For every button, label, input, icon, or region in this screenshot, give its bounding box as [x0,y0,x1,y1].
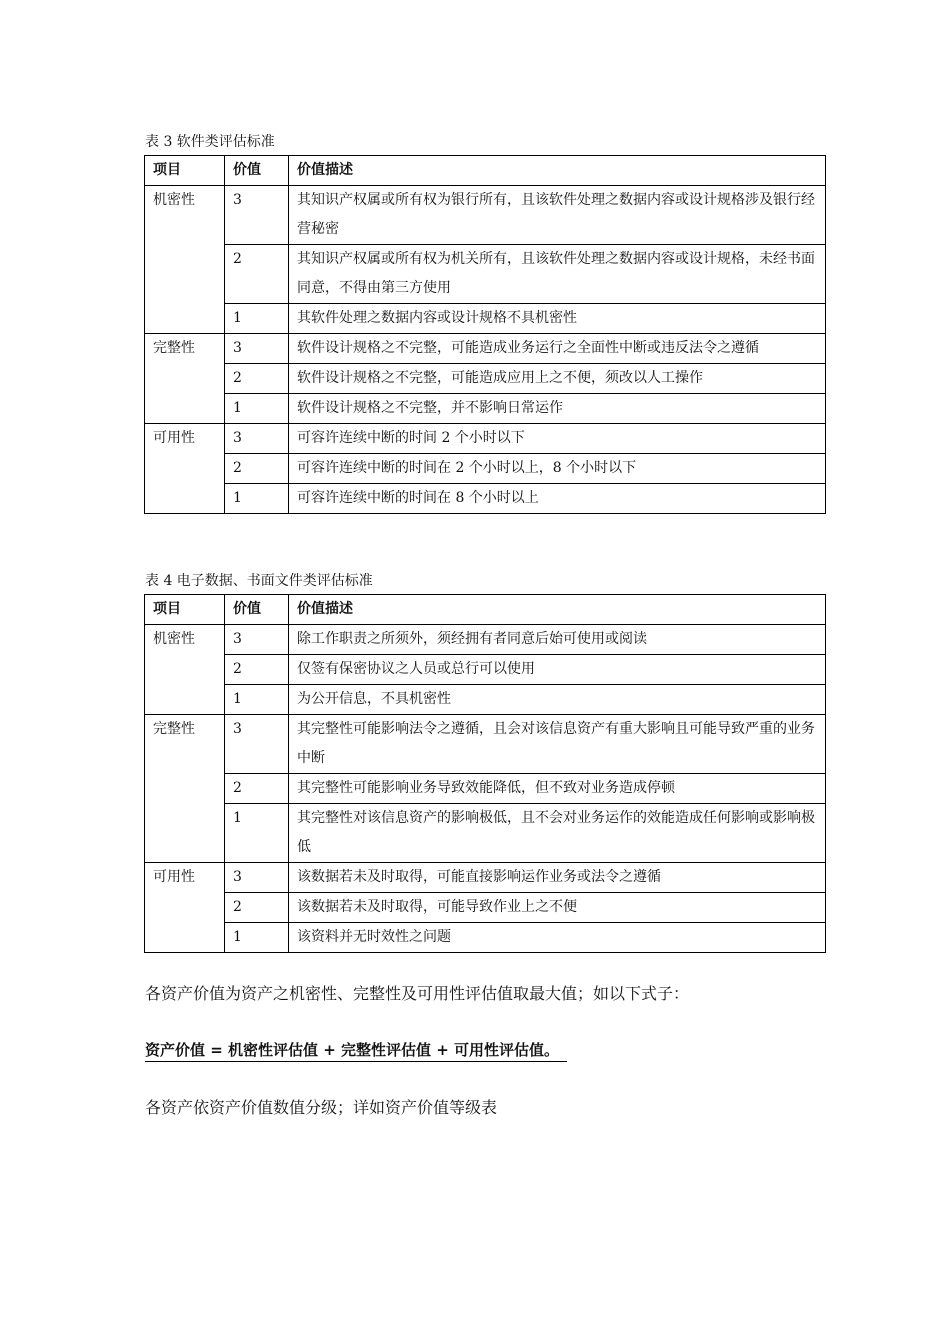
description-cell: 其软件处理之数据内容或设计规格不具机密性 [289,304,826,334]
table3-caption: 表 3 软件类评估标准 [145,134,275,150]
description-cell: 该数据若未及时取得，可能导致作业上之不便 [289,893,826,923]
description-cell: 该资料并无时效性之问题 [289,923,826,953]
column-header: 项目 [145,595,225,625]
asset-grading-paragraph: 各资产依资产价值数值分级；详如资产价值等级表 [145,1098,498,1117]
column-header: 价值描述 [289,156,826,186]
table-row [145,625,826,655]
value-cell: 1 [225,484,289,514]
table-row [145,484,826,514]
value-cell: 2 [225,364,289,394]
table4-caption: 表 4 电子数据、书面文件类评估标准 [145,573,373,589]
table-row [145,774,826,804]
value-cell: 2 [225,245,289,304]
value-cell: 3 [225,424,289,454]
criterion-cell: 完整性 [145,334,225,424]
data-document-evaluation-table [144,594,826,953]
column-header: 价值描述 [289,595,826,625]
description-cell: 为公开信息，不具机密性 [289,685,826,715]
description-cell: 其知识产权属或所有权为机关所有，且该软件处理之数据内容或设计规格，未经书面同意，不得由第三方使用 [289,245,826,304]
value-cell: 1 [225,304,289,334]
value-cell: 3 [225,334,289,364]
description-cell: 其完整性可能影响业务导致效能降低，但不致对业务造成停顿 [289,774,826,804]
table-row [145,334,826,364]
value-cell: 1 [225,685,289,715]
description-cell: 可容许连续中断的时间在 2 个小时以上，8 个小时以下 [289,454,826,484]
description-cell: 其知识产权属或所有权为银行所有，且该软件处理之数据内容或设计规格涉及银行经营秘密 [289,186,826,245]
description-cell: 可容许连续中断的时间在 8 个小时以上 [289,484,826,514]
table-row [145,655,826,685]
criterion-cell: 完整性 [145,715,225,863]
value-cell: 1 [225,804,289,863]
table-header-row [145,156,826,186]
table-row [145,715,826,774]
value-cell: 2 [225,774,289,804]
value-cell: 2 [225,655,289,685]
value-cell: 1 [225,394,289,424]
criterion-cell: 机密性 [145,186,225,334]
table-header-row [145,595,826,625]
table-row [145,863,826,893]
value-cell: 1 [225,923,289,953]
description-cell: 仅签有保密协议之人员或总行可以使用 [289,655,826,685]
table-row [145,186,826,245]
value-cell: 3 [225,715,289,774]
table-row [145,804,826,863]
software-evaluation-table [144,155,826,514]
value-cell: 2 [225,893,289,923]
table-row [145,364,826,394]
criterion-cell: 可用性 [145,863,225,953]
table-row [145,923,826,953]
criterion-cell: 可用性 [145,424,225,514]
description-cell: 其完整性对该信息资产的影响极低，且不会对业务运作的效能造成任何影响或影响极低 [289,804,826,863]
table-row [145,394,826,424]
table-row [145,424,826,454]
description-cell: 软件设计规格之不完整，并不影响日常运作 [289,394,826,424]
description-cell: 软件设计规格之不完整，可能造成业务运行之全面性中断或违反法令之遵循 [289,334,826,364]
table-row [145,245,826,304]
column-header: 价值 [225,595,289,625]
asset-value-formula: 资产价值 = 机密性评估值 + 完整性评估值 + 可用性评估值。 [145,1039,567,1062]
table-row [145,304,826,334]
column-header: 价值 [225,156,289,186]
table-row [145,454,826,484]
description-cell: 该数据若未及时取得，可能直接影响运作业务或法令之遵循 [289,863,826,893]
criterion-cell: 机密性 [145,625,225,715]
value-cell: 2 [225,454,289,484]
description-cell: 除工作职责之所须外，须经拥有者同意后始可使用或阅读 [289,625,826,655]
description-cell: 软件设计规格之不完整，可能造成应用上之不便，须改以人工操作 [289,364,826,394]
description-cell: 可容许连续中断的时间 2 个小时以下 [289,424,826,454]
value-cell: 3 [225,625,289,655]
column-header: 项目 [145,156,225,186]
asset-value-paragraph: 各资产价值为资产之机密性、完整性及可用性评估值取最大值；如以下式子： [145,984,690,1003]
value-cell: 3 [225,863,289,893]
description-cell: 其完整性可能影响法令之遵循，且会对该信息资产有重大影响且可能导致严重的业务中断 [289,715,826,774]
value-cell: 3 [225,186,289,245]
table-row [145,893,826,923]
table-row [145,685,826,715]
